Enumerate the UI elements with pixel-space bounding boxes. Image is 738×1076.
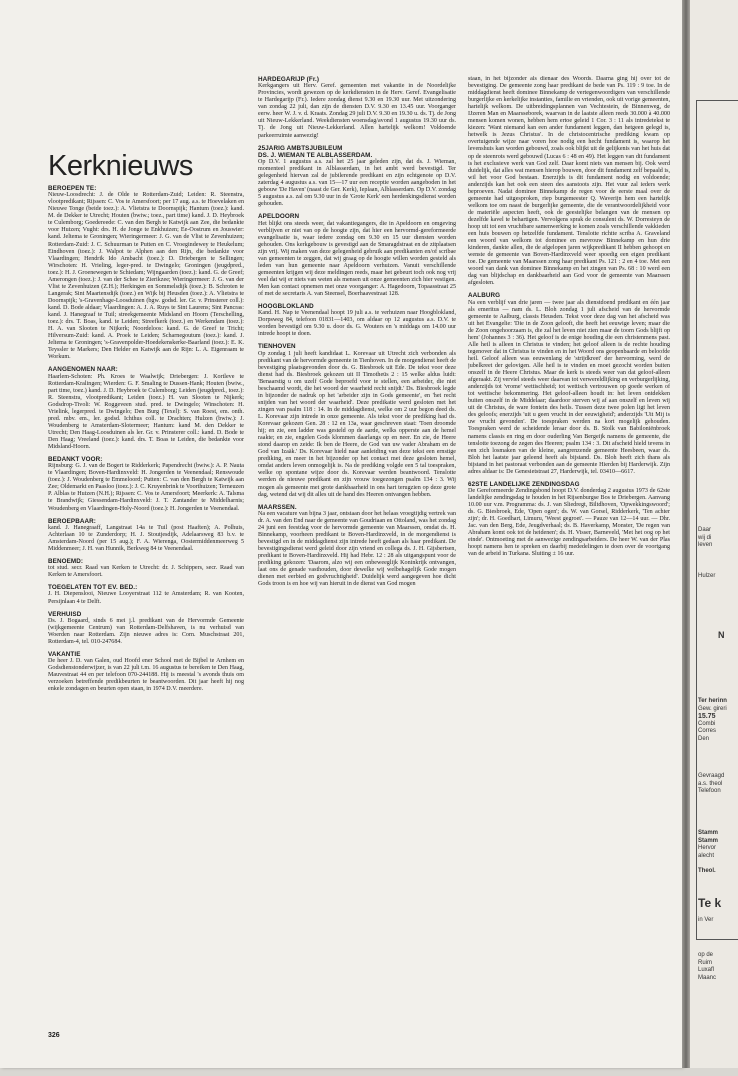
article-section [258,145,456,209]
article-heading: 25JARIG AMBTSJUBILEUM [258,144,343,152]
article-heading: AANGENOMEN NAAR: [48,366,118,374]
fragment-line: op de [698,952,714,958]
article-heading: TOEGELATEN TOT EV. BED.: [48,584,138,592]
article-section [258,213,456,298]
fragment-line: Stamm [698,830,719,836]
fragment-hulzer: Hulzer [698,573,716,579]
article-heading: TIENHOVEN [258,343,296,351]
article-body: Haarlem-Schoten: Ph. Kroes te Waalwijk; Driebergen: J. Kortleve te Rotterdam-Kralingen; Wierden: G. F. Smaling te Dussen-Hank; Houten (bwiw., part time, toez.) kand. J. D. Heybroek te Culemborg; Leiden (jeugdpred., toez.): R. Steenstra, vlootpredikant; Leiden (toez.) H. van Slooten te Nijkerk; Godsdrop-Tivoli: W. Roggeveen stud. pred. te Dwingelo; Winschoten: H. Vrielink, legerpred. te Dwingelo; Den Burg (Texel): S. van Roest, em. onth. pred. mbv. em., ler. godsd. Ichthus coll. te Drachten; Hulzen (bwiw.): J. Woudenberg te Amsterdam-Slotermeer; Hantum: kand M. den Dekker te Utrecht; Den Haag-Loosduinen als ler. Gr. v. Prinsterer coll.: kand. D. Bode te Den Haag; Vreeland (toez.): kand. drs. T. Boas te Leiden, die bedankte voor Midsland-Hoorn. [48,373,244,450]
article-body: Het blijkt ons steeds weer, dat vakantiegangers, die in Apeldoorn en omgeving verblijven er niet van op de hoogte zijn, dat hier een hervormd-gereformeerde evangelisatie is, waar iedere zondag om 9.30 en 15 uur diensten worden gehouden. Ons kerkgebouw is gevestigd aan de Smaragdstraat en de zitplaatsen zijn vrij. Wij maken van deze gelegenheid gebruik aan predikanten en/of scribae van gemeenten te zeggen, dat wij graag op de hoogte willen worden gesteld als leden van hun gemeente naar Apeldoorn verhuizen. Vanuit verschillende gemeenten krijgen wij deze meldingen reeds, maar het gebeurt toch ook nog vrij veel dat wij er niets van weten als mensen uit onze gemeenten zich hier vestigen. Men kan contact opnemen met onze voorganger: A. Hagedoorn, Topaasstraat 25 of met de secretaris A. van Steensel, Boerhaavestraat 128. [258,220,456,297]
article-section [258,343,456,498]
article-body: staan, in het bijzonder als dienaar des Woords. Daarna ging hij over tot de bevestiging. De gemeente zong haar predikant de bede van Ps. 119 : 9 toe. In de middagdienst heeft dominee Binnekamp de vertegenwoordigers van verschillende burgerlijke en kerkelijke instanties, familie en vrienden, ook uit vorige gemeenten, hartelijk welkom. De uitbreidingsplannen van Vechtestein, de Binnenweg, de IJzeren Man en Maarsseborek, waarvan in de laatste alleen reeds 30.000 à 40.000 mensen komen wonen, hebben hem ertoe geleid 1 Cor. 3 : 11 als intredetekst te kiezen: 'Want niemand kan een ander fundament leggen, dan hetgeen gelegd is, hetwelk is Jezus Christus'. In de christocentrische prediking kwam op overtuigende wijze naar voren hoe nodig een hecht fundament is, waarop het levenshuis kan worden gebouwd, zoals ook blijkt uit de gelijkenis van het huis dat op de steenrots werd gebouwd (Lucas 6 : 48 en 49). Het leggen van dit fundament is het exclusieve werk van God zelf. Daar komt niets van mensen bij. Ook werd duidelijk, dat alles wat mensen hierop bouwen, door dit fundament zelf bepaald is, wil het voor God bestaan. Enerzijds is dit fundament nodig en voldoende; anderzijds kan het ook een steen des aanstoots zijn. Het vuur zal ieders werk beproeven. Nadat dominee Binnekamp de regen voor de eerste maal over de gemeente had uitgesproken, riep burgemeester Q. Waverijn hem een hartelijk welkom toe om naast de burgerlijke gemeente, die de verantwoordelijkheid voor de materiële aspecten heeft, ook de geestelijke belangen van de mensen op dezelfde kavel te behartigen. Vervolgens sprak de consulent ds. W. Dorresteyn de hoop uit tot een vruchtbare samenwerking te komen zoals verschillende vakkieden een huis bouwen op hetzelfde fundament. Tenslotte richtte scriba A. Graveland een woord van welkom tot dominee en mevrouw Binnekamp en hun drie kinderen, dankte allen, die de afgelopen jaren wijkpredikant II hebben gehoopt en wenste de gemeente van Boven-Hardinxveld weer spoedig een eigen predikant toe. De gemeente van Maarssen zong haar predikant Ps. 121 : 2 en 4 toe. Met een woord van dank van dominee Binnekamp en het zingen van Ps. 68 : 10 werd een dag van blijdschap en dankbaarheid aan God voor de gemeente van Maarssen afgesloten. [468,76,670,287]
article-body: Ds. J. Bogaard, sinds 6 mei j.l. predikant van de Hervormde Gemeente (wijkgemeente Centrum) van Rotterdam-Delfshaven, is nu verhuisd van Woerden naar Rotterdam. Zijn nieuwe adres is: Corn. Muschstraat 201, Rotterdam-4, tel. 010-247684. [48,617,244,645]
fragment-block-3 [698,830,718,860]
fragment-n: N [718,630,725,640]
fragment-block-1 [698,698,727,743]
fragment-lines-top [698,527,712,550]
fragment-line: leven [698,542,713,548]
fragment-theol: Theol. [698,868,716,874]
magazine-page-right-fragment [690,0,738,1068]
column-3 [468,76,670,1076]
article-heading: APELDOORN [258,213,300,221]
article-section [48,651,244,693]
article-section [48,518,244,553]
article-heading: DS. J. WIEMAN TE ALBLASSERDAM. [258,151,373,159]
article-section [48,185,244,361]
article-heading: BEROEPBAAR: [48,517,96,525]
fragment-line: Stamm [698,837,719,844]
article-body: Nieuw-Loosdrecht: J. de Olde te Rotterdam-Zuid; Leiden: R. Steenstra, vlootpredikant; Rijssen: C. Vos te Amersfoort; per 17 aug. a.s. te Hoevelaken en Nieuwe Tonge (beide toez.): A. Vlietstra te Doornspijk; Hantum (toez.): kand. M. de Dekker te Utrecht; Houten (bwiw.; toez., part time) kand. J. D. Heybroek te Culemborg; Goedereede: C. van den Bergh te Katwijk aan Zee, die bedankte voor Huizen; Vught: drs. H. de Jonge te Enkhuizen; Ee-Oostrum en Jouswier: kand. Jeltema te Groningen; Wieringermeer: J. G. van de Vlist te Zevenhuizen; Rotterdam-Zuid: J. C. Schuurman te Putten en C. Vroegindewey te Heukelum; Eindhoven (toez.): J. Walpot te Alphen aan den Rijn, die bedankte voor Vlaardingen; Hendrik Ido Ambacht (toez.): D. Driebergen te Sellingen; Wirschoten: H. Vrieling, leger-pred. te Dwingelo; Groningen (jeugdpred., toez.): H. J. Groenewegen te Schiedam; Wijngaarden (toez.): kand. G. de Greef; Amerongen (toez.): J. van der Schee te Zierikzee; Wieringermeer: J. G. van der Vlist te Zevenhuizen (Z.H.); Herkingen en Sommelsdijk (toez.): B. Schroten te Langerak; Sint Maartensdijk (toez.) en Wijk bij Heusden (toez.): A. Vlietstra te Doornspijk; 's-Gravenhage-Loosduinen (bgw. godsd. ler. Gr. v. Prinsterer coll.): kand. D. Bode aldaar; Vlaardingen: A. J. A. Ruys te Sint Laurens; Sint Pancras: kand. J. Hanegraaf te Tuil; streekgemeente Midsland en Hoorn (Terschelling, toez.): drs. T. Boas, kand. te Leiden; Streefkerk (toez.) en Werkendam (toez.): H. A. van Slooten te Nijkerk; Noordeloos: kand. G. de Greef te Tricht; Hilversum-Zuid: kand. A. Proek te Leiden; Scharnegoutum (toez.): kand. J. Jeltema te Groningen; 's-Gravenpolder-Hoedekenskerke-Baarland (toez.): E. K. Teyssler te Markers; Den Helder en Katwijk aan de Rijn: L. A. Eigenraam te Workum. [48,192,244,361]
article-body: Op zondag 1 juli heeft kandidaat L. Korevaar uit Utrecht zich verbonden als predikant van de hervormde gemeente in Tienhoven. In de morgendienst heeft de bevestiging plaatsgevonden door ds. G. Biesbroek uit Ede. De tekst voor deze dienst had ds. Biesbroek gekozen uit II Timotheüs 2 : 15 welke aldus luidt: 'Benaarstig u om uzelf Gode beproefd voor te stellen, een arbeider, die niet beschaamd wordt, die het woord der waarheid recht snijdt.' Ds. Biesbroek legde in bijzonder de nadruk op het 'arbeider zijn in Gods gemeente', en 'het recht snijden van het woord der waarheid'. Deze predikatie werd gesloten met het zingen van psalm 118 : 14. In de middagdienst, welke om 2 uur begon deed ds. L. Korevaar zijn intrede in onze gemeente. Als tekst voor de prediking had ds. Korevaar gekozen Gen. 28 : 12 en 13a, waar geschreven staat: 'Toen droomde hij; en zie, een ladder was gesteld op de aarde, welks opperste aan de hemel raakte; en zie, engelen Gods klommen daarlangs op en neer. En zie, de Heere stond daarop en zeide: Ik ben de Heere, de God van uw vader Abraham en de God van Izaäk.' Ds. Korevaar hield naar aanleiding van deze tekst een ernstige prediking, en meer in het bijzonder op het contact met deze gesloten hemel, omdat anders leven onmogelijk is. Na de prediking volgde een 5 tal toespraken, welke op spontane wijze door ds. Korevaar werden beantwoord. Tenslotte werden de nieuwe predikant en zijn vrouw toegezongen psalm 134 : 3. Wij mogen als gemeente met grote dankbaarheid in ons hart terugzien op deze grote dag, wetend dat wij dit alles uit de hand des Heeren ontvangen hebben. [258,350,456,498]
article-heading: HARDEGARIJP (Fr.) [258,76,320,83]
fragment-block-2 [698,773,724,796]
article-body: Na een verblijf van drie jaren — twee jaar als dienstdoend predikant en één jaar als emeritus — nam ds. L. Bloh zondag 1 juli afscheid van de hervormde gemeente te Aalburg, classis Heusden. Tekst voor deze dag van het afscheid was uit het Evangelie: 'Die in de Zoon gelooft, die heeft het eeuwige leven; maar die de Zoon ongehoorzaam is, die zal het leven niet zien maar de toorn Gods blijft op hem' (Johannes 3 : 36). Het geloof is de enige houding die een christenmens past. Alle heil is alleen in Christus te vinden; het geloof alleen is de rechte houding tegenover dat in Christus te vinden en in het Woord ons geopenbaarde en beloofde heil. Geloof alleen was eeuwenlang de 'strijdkreet' der hervorming, werd de jubelkreet der gelovigen. Alle heil is te vinden en moet gezocht worden buiten onszelf in de Heere Christus. Maar de kerk is steeds weer van dat geloof-alleen afgeraakt. Zij verviel steeds weer daarvan tot verwereldlijking en verburgerlijking, anderzijds tot 'vrome' wettischheid; tot wettisch vertrouwen op goede werken of tot wettische bekommering. Het geloof-alleen houdt in: het leven ontdekken buiten onszelf in de Middelaar; daardoor sterven wij af aan onszelf en leven wij uit de Christus, de ware fontein des heils. Tussen deze twee polen ligt het leven des geloofs; enerzijds 'uit u geen vrucht in der eeuwigheid'; anderzijds 'Uit Mij is uw vrucht gevonden'. De toespraken werden na kort mogelijk gehouden. Toespraken werd de scheidende leraar door ds. B. Stolk van Babiloniënbroek namens classis en ring en door ouderling Van Bergeijk namens de gemeente, die tenslotte toezong de zegen des Heeren; psalm 134 : 3. Dit afscheid hield tevens in een zich losmaken van de kleine, aangrenzende gemeente Heesbeen, waar ds. Bloh het laatste jaar geleend heeft als bijstand. Ds. Bloh heeft zich thans als bijstand in het pastoraat verbonden aan de gemeente Hierden bij Harderwijk. Zijn adres aldaar is: De Genesietstraat 27, Harderwijk, tel. 03410—6617. [468,299,670,475]
fragment-line: 15.75 [698,713,716,720]
article-heading: AALBURG [468,292,501,300]
article-section [468,76,670,287]
article-heading: VAKANTIE [48,650,81,658]
article-heading: MAARSSEN. [258,503,297,511]
fragment-line: Ruim [698,959,713,966]
column-1 [48,185,244,1040]
article-section [468,481,670,559]
article-heading: VERHUISD [48,610,82,618]
article-body: kand. J. Hanegraaff, Langstraat 14a te Tuil (post Haaften); A. Polhuis, Achterlaan 10 te Zunderdorp; H. J. Stoutjesdijk, Adelaarsweg 83 b.v. te Amsterdam-Noord (per 15 aug.); F. A. Wierenga, Oostermiddenmeerweg 5 Middenmeer; J. H. van Hunnik, Berkweg 84 te Veenendaal. [48,524,244,552]
article-heading: 62STE LANDELIJKE ZENDINGSDAG [468,480,580,488]
article-section [48,366,244,451]
article-section [258,303,456,338]
fragment-line: Gevraagd [698,773,725,779]
article-section [48,611,244,646]
article-heading: BEDANKT VOOR: [48,456,103,464]
fragment-line: Luxafl [698,967,715,973]
fragment-line: Hervor [698,845,717,851]
article-body: De Gereformeerde Zendingsbond hoopt D.V. donderdag 2 augustus 1973 de 62ste landelijke zendingsdag te houden in het Rijsenburgse Bos te Driebergen. Aanvang 10.00 uur v.m. Programma: ds. J. van Sliedregt, Biltdhoven, 'Opwekkingswoord'; ds. G. Biesbroek, Ede, 'Open ogen'; ds. W. van Gorsel, Ridderkerk, 'Ten achter zijn'; dr. H. Goedhart, Limuru, 'Weest gegroet'. — Pauze van 12—14 uur. — Dhr. Jac. van den Berg, Ede, Jeugdverhaal; ds. B. Haverkamp, Monster, 'De regen van Abraham komt ook tot de heidenen'; ds. H. Visser, Barneveld, 'Met het oog op het einde'. Ontmoeting met de aanwezige zendingsarbeiders. De heer W. van der Plas hoopt namens hen te spreken en daarbij mededelingen te doen over de voortgang van de arbeid in Turkana. Sluiting ± 16 uur. [468,487,670,558]
fragment-line: alecht [698,852,715,859]
fragment-line: Daar [698,527,712,533]
article-body: Rijnsburg: G. J. van de Bogert te Ridderkerk; Papendrecht (bwiw.): A. P. Nauta te Vlaardingen; Boven-Hardinxveld: H. Jongerden te Veenendaal; Renswoude (toez.): J. Woudenberg te Emmeloord; Putten: C. van den Bergh te Katwijk aan Zee; Oldemarkt en Paasloo (toez.): J. C. Kruyenbrink te Voorthuizen; Terneuzen P. Alblas te Huizen (N.H.); Rijssen: C. Vos te Amersfoort; Meerkerk: A. Talsma te Brandwijk; Giessendam-Hardinxveld: J. T. Zantander te Middelharnis; Woudenberg en Vlaardingen-Holy-Noord (toez.): H. Jongerden te Veenendaal. [48,463,244,512]
section-masthead: Kerknieuws [48,150,193,182]
fragment-big-heading: Te k [698,896,722,910]
article-body: Kand. H. Nap te Veenendaal hoopt 19 juli a.s. te verhuizen naar Hoogblokland, Dorpsweg 84, telefoon 01831—1403, om aldaar op 12 augustus a.s. D.V. te worden bevestigd om 9.30 u. door ds. G. Wouters en 's middags om 14.00 uur intrede hoopt te doen. [258,310,456,338]
ad-frame [696,100,738,940]
fragment-line: Gew. gireri [698,705,727,712]
article-heading: BEROEPEN TE: [48,185,97,192]
article-body: Op D.V. 1 augustus a.s. zal het 25 jaar geleden zijn, dat ds. J. Wieman, momenteel predikant in Alblasserdam, in het ambt werd bevestigd. Ter gelegenheid hiervan zal de jubilerende predikant en zijn echtgenote op D.V. zaterdag 4 augustus a.s. van 15—17 uur een receptie worden aangeboden in het gebouw 'De Haven' (naast de Ger. Kerk), Ieplaan, Alblasserdam. Op D.V. zondag 5 augustus a.s. zal om 9.30 uur in de 'Grote Kerk' een herdenkingsdienst worden gehouden. [258,158,456,208]
article-heading: BENOEMD: [48,557,84,565]
fragment-line: Ter herinn [698,698,727,704]
article-body: J. H. Diepenslooi, Nieuwe Looyerstraat 112 te Amsterdam; R. van Kooten, Persijnlaan 4 te Delft. [48,591,244,605]
fragment-line: a.s. theol [698,780,723,787]
article-section [48,558,244,579]
fragment-block-4 [698,952,716,982]
fragment-line: Combi [698,720,716,727]
page-number: 326 [48,1032,60,1039]
article-body: tot stud. secr. Raad van Kerken te Utrecht: dr. J. Schippers, secr. Raad van Kerken te Amersfoort. [48,565,244,579]
article-section [48,456,244,513]
article-heading: HOOGBLOKLAND [258,303,314,311]
fragment-line: Corres [698,728,717,734]
column-2 [258,76,456,1076]
fragment-line: Den [698,735,710,742]
fragment-line: wij di [698,534,712,541]
article-body: De heer J. D. van Galen, oud Hoofd ener School met de Bijbel te Arnhem en Godsdienstonderwijzer, is van 22 juli t.m. 16 augustus te bereiken te Den Haag, Mauvestraat 44 en per telefoon 070-244188. Hij is meestal 's avonds thuis om verzoeken betreffende predikbeurten te beantwoorden. Dit jaar heeft hij nog enkele zondagen en beurten open staan, in 1974 D.V. meerdere. [48,658,244,693]
fragment-in: in Ver [698,917,714,923]
book-gutter [682,0,690,1068]
article-section [258,76,456,140]
article-section [48,584,244,605]
article-section [258,504,456,589]
article-section [468,292,670,475]
fragment-line: Maanc [698,974,717,981]
article-body: Na een vacature van bijna 3 jaar, ontstaan door het helaas vroegtijdig vertrek van dr. A. van den End naar de gemeente van Goudriaan en Ottoland, was het zondag 24 juni een feestdag voor de hervormde gemeente van Maarssen, omdat ds. H. Binnekamp, voorheen predikant te Boven-Hardinxveld, in de morgendienst is bevestigd en in de middagdienst zijn intrede heeft gedaan als haar predikant. De bevestigingsdienst werd geleid door zijn vriend en collega ds. J. H. Gijsbertsen, predikant te Boven-Hardinxveld. Hij had Hebr. 12 : 28 als uitgangspunt voor de prediking gekozen: 'Daarom, alzo wij een onbeweeglijk Koninkrijk ontvangen, laat ons de genade vasthouden, door dewelke wij welbehagelijk Gode mogen dienen met eerbied en godvruchtigheid'. Duidelijk werd aangegeven hoe dicht Gods troon is en hoe wij van hieruit in de dienst van God mogen [258,510,456,588]
fragment-line: Telefoon [698,788,721,794]
article-body: Kerkgangers uit Herv. Geref. gemeenten met vakantie in de Noordelijke Provincies, wordt gewezen op de kerkdiensten in de Herv. Geref. Evangelisatie te Hardegarijp (Fr.). Iedere zondag dienst 9.30 en 19.30 uur. Met uitzondering van zondag 22 juli, dan zijn de diensten D.V. 9.30 en 13.45 uur. Voorganger eerw. heer W. J. v. d. Kraats. Zondag 29 juli D.V. 9.30 en 19.30 u. ds. Tj. de Jong uit Nieuw-Lekkerland. Weekdiensten woensdag/avond 1 augustus 19.30 uur ds. Tj. de Jong uit Nieuw-Lekkerland. Allen hartelijk welkom! Voldoende parkeerruimte aanwezig! [258,83,456,139]
